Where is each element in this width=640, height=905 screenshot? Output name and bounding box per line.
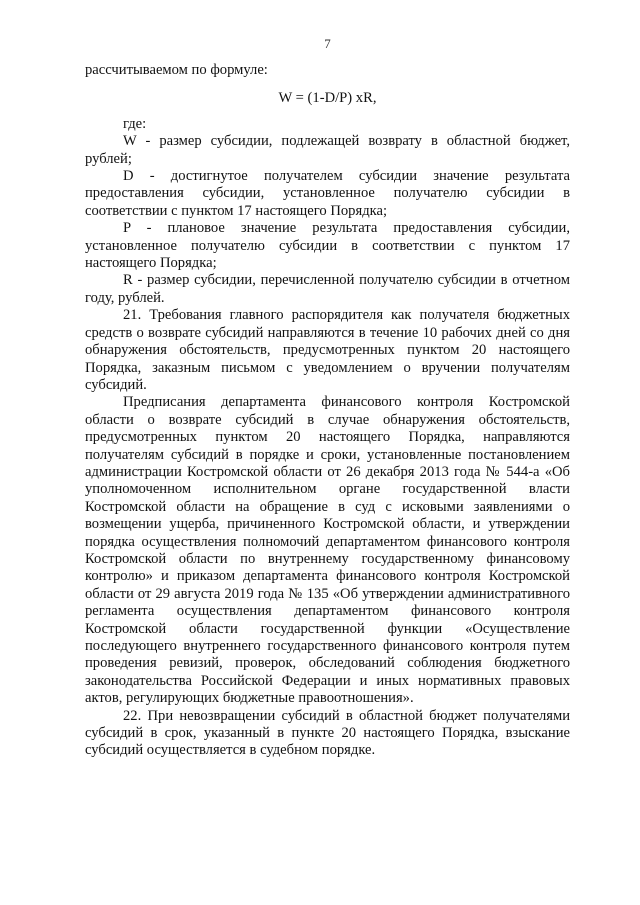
definition-d: D - достигнутое получателем субсидии значение результата предоставления субсидии, установленное получателю субсидии в соответствии с пунктом 17 настоящего Порядка;: [85, 168, 570, 219]
paragraph-21-prescriptions: Предписания департамента финансового контроля Костромской области о возврате субсидий в случае обнаружения обстоятельств, предусмотренных пунктом 20 настоящего Порядка, направляются получателям субсидий в порядке и сроки, установленные постановлением администрации Костромской области от 26 декабря 2013 года № 544-а «Об уполномоченном исполнительном органе государственной власти Костромской области на обращение в суд с исковыми заявлениями о возмещении ущерба, причиненного Костромской области, и утверждении порядка осуществления полномочий департаментом финансового контроля Костромской области по внутреннему государственному финансовому контролю» и приказом департамента финансового контроля Костромской области от 29 августа 2019 года № 135 «Об утверждении административного регламента осуществления департаментом финансового контроля Костромской области государственной функции «Осуществление последующего внутреннего государственного финансового контроля путем проведения ревизий, проверок, обследований соблюдения бюджетного законодательства Российской Федерации и иных нормативных правовых актов, регулирующих бюджетные правоотношения».: [85, 394, 570, 707]
intro-line: рассчитываемом по формуле:: [85, 62, 268, 78]
paragraph-22: 22. При невозвращении субсидий в областной бюджет получателями субсидий в срок, указанный в пункте 20 настоящего Порядка, взыскание субсидий осуществляется в судебном порядке.: [85, 707, 570, 759]
formula: W = (1-D/P) xR,: [278, 90, 377, 107]
definition-p: P - плановое значение результата предоставления субсидии, установленное получателю субсидии в соответствии с пунктом 17 настоящего Порядка;: [85, 220, 570, 272]
page-number: 7: [324, 36, 331, 51]
definition-w: W - размер субсидии, подлежащей возврату в областной бюджет, рублей;: [85, 133, 570, 167]
definition-r: R - размер субсидии, перечисленной получателю субсидии в отчетном году, рублей.: [85, 272, 570, 306]
paragraph-21: 21. Требования главного распорядителя как получателя бюджетных средств о возврате субсидий направляются в течение 10 рабочих дней со дня обнаружения обстоятельств, предусмотренных пунктом 20 настоящего Порядка, заказным письмом с уведомлением о вручении получателям субсидий.: [85, 307, 570, 393]
document-body: [85, 62, 570, 760]
where-label: где:: [123, 115, 147, 132]
